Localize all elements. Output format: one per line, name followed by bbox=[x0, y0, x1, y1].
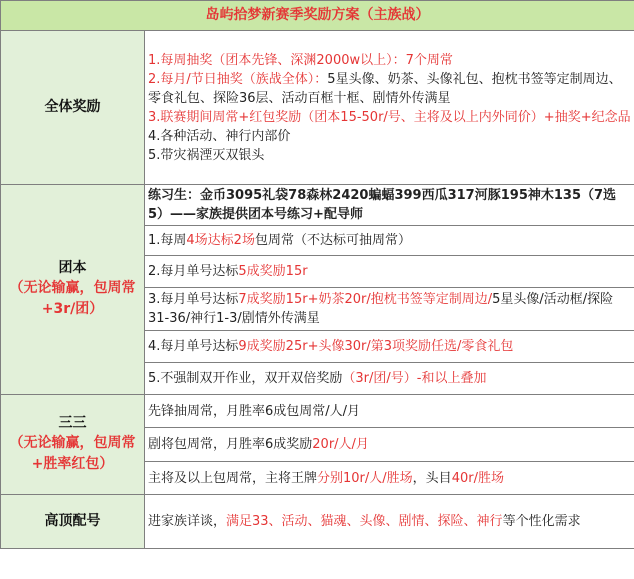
team-row-5: 5.不强制双开作业，双开双倍奖励（3r/团/号）-和以上叠加 bbox=[145, 363, 634, 395]
category-label: 高顶配号 bbox=[44, 513, 101, 529]
sansan-row-1: 先锋抽周常，月胜率6成包周常/人/月 bbox=[145, 395, 634, 428]
table-title: 岛屿拾梦新赛季奖励方案（主族战） bbox=[1, 1, 634, 31]
category-label: 全体奖励 bbox=[44, 99, 101, 115]
all-reward-line-3: 3.联赛期间周常+红包奖励（团本15-50r/号、主将及以上内外同价）+抽奖+纪念品 bbox=[148, 109, 631, 125]
all-reward-line-2: 2.每月/节日抽奖（族战全体）：5星头像、奶茶、头像礼包、抱枕书签等定制周边、零食礼包、探险36层、活动百框十框、剧情外传满星 bbox=[148, 71, 622, 106]
top-account-cell: 进家族详谈，满足33、活动、猫魂、头像、剧情、探险、神行等个性化需求 bbox=[145, 495, 634, 549]
sansan-row-3: 主将及以上包周常，主将王牌分别10r/人/胜场，头目40r/胜场 bbox=[145, 462, 634, 495]
all-reward-line-4: 4.各种活动、神行内部价 bbox=[148, 128, 291, 144]
sansan-row-2: 剧将包周常，月胜率6成奖励20r/人/月 bbox=[145, 428, 634, 462]
category-sub: （无论输赢，包周常+胜率红包） bbox=[9, 435, 136, 472]
category-all-rewards bbox=[1, 31, 145, 185]
all-reward-line-5: 5.带灾祸湮灭双银头 bbox=[148, 147, 265, 163]
team-row-1: 1.每周4场达标2场包周常（不达标可抽周常） bbox=[145, 226, 634, 256]
category-sub: （无论输赢，包周常+3r/团） bbox=[9, 280, 136, 317]
team-practice: 练习生：金币3095礼袋78森林2420蝙蝠399西瓜317河豚195神木135（7选5）——家族提供团本号练习+配导师 bbox=[145, 185, 634, 226]
all-reward-line-1: 1.每周抽奖（团本先锋、深渊2000w以上）：7个周常 bbox=[148, 52, 453, 68]
all-rewards-cell bbox=[145, 31, 634, 185]
team-row-4: 4.每月单号达标9成奖励25r+头像30r/第3项奖励任选/零食礼包 bbox=[145, 331, 634, 363]
category-label: 团本 bbox=[58, 260, 87, 276]
category-top-account bbox=[1, 495, 145, 549]
category-sansan bbox=[1, 395, 145, 495]
category-label: 三三 bbox=[58, 415, 87, 431]
team-row-2: 2.每月单号达标5成奖励15r bbox=[145, 256, 634, 288]
team-row-3: 3.每月单号达标7成奖励15r+奶茶20r/抱枕书签等定制周边/5星头像/活动框/探险31-36/神行1-3/剧情外传满星 bbox=[145, 288, 634, 331]
category-team bbox=[1, 185, 145, 395]
